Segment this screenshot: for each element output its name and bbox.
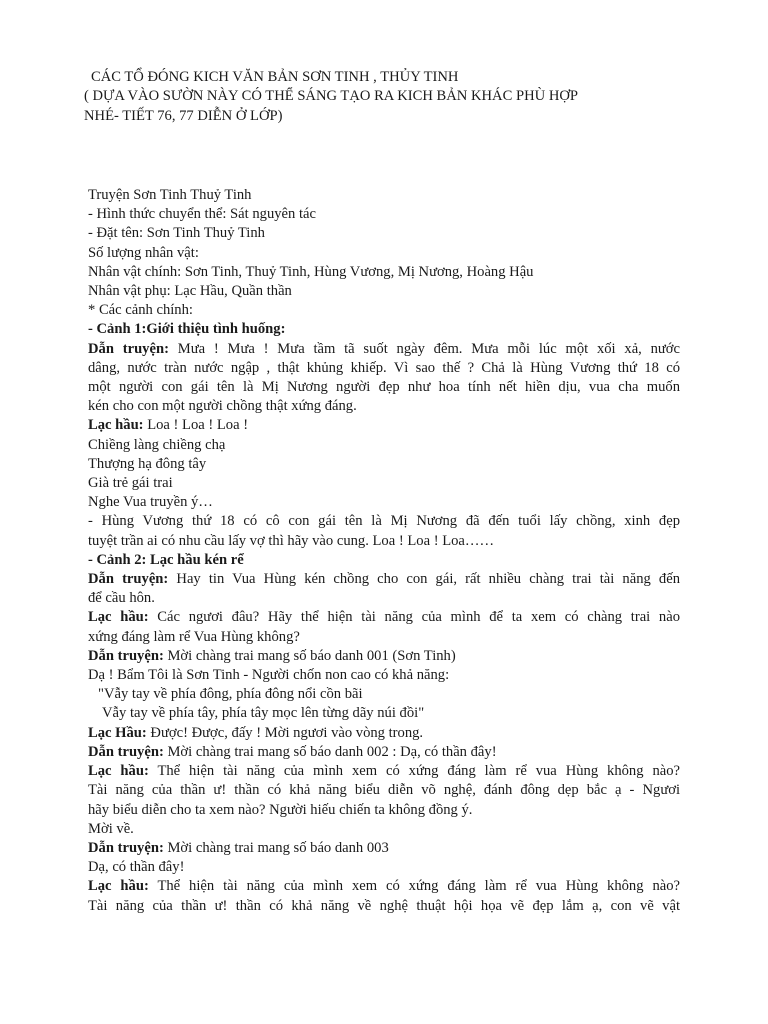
header-note: ( DỰA VÀO SƯỜN NÀY CÓ THỂ SÁNG TẠO RA KICH BẢN KHÁC PHÙ HỢP [84,88,579,105]
text-line: "Vẫy tay về phía đông, phía đông nổi cồn bãi [98,686,363,703]
scene1-heading: - Cảnh 1:Giới thiệu tình huống: [88,321,286,338]
narrator-label: Dẫn truyện: [88,340,169,357]
text-line: Tài năng của thần ư! thần có khả năng biểu diễn võ nghệ, đánh đông dẹp bắc ạ - Ngươi [88,782,680,799]
text-line: hãy biểu diễn cho ta xem nào? Người hiếu chiến ta không đồng ý. [88,801,473,818]
text-line: Chiềng làng chiềng chạ [88,436,226,453]
narrator-label: Dẫn truyện: [88,647,164,664]
scenes-line: * Các cảnh chính: [88,302,193,319]
document-body [88,186,680,916]
text-line: Nghe Vua truyền ý… [88,494,213,511]
text-line: để cầu hôn. [88,590,155,607]
scene2-heading: - Cảnh 2: Lạc hầu kén rể [88,551,244,568]
scene1-lachau: Lạc hầu: Loa ! Loa ! Loa ! [88,417,249,434]
document-header [84,68,724,126]
text-line: Dạ ! Bẩm Tôi là Sơn Tinh - Người chốn non cao có khả năng: [88,667,450,684]
lachau-label: Lạc hầu: [88,878,149,895]
scene2-narration: Dẫn truyện: Mời chàng trai mang số báo danh 002 : Dạ, có thần đây! [88,743,497,760]
story-title: Truyện Sơn Tinh Thuỷ Tinh [88,187,252,203]
scene1-narration: Dẫn truyện: Mưa ! Mưa ! Mưa tầm tã suốt ngày đêm. Mưa mỗi lúc một xối xả, nước [88,340,680,357]
narrator-label: Dẫn truyện: [88,839,164,856]
text-line: Tài năng của thần ư! thần có khả năng về nghệ thuật hội họa vẽ đẹp lắm ạ, con vẽ vật [88,897,680,914]
header-note-cont: NHÉ- TIẾT 76, 77 DIỄN Ở LỚP) [84,107,283,124]
narrator-label: Dẫn truyện: [88,743,164,760]
side-characters: Nhân vật phụ: Lạc Hầu, Quần thần [88,283,292,300]
naming-line: - Đặt tên: Sơn Tinh Thuỷ Tinh [88,225,265,242]
scene2-lachau: Lạc Hầu: Được! Được, đấy ! Mời ngươi vào vòng trong. [88,724,424,741]
text-line: kén cho con một người chồng thật xứng đáng. [88,398,357,415]
char-count-line: Số lượng nhân vật: [88,244,199,261]
text-line: tuyệt trần ai có nhu cầu lấy vợ thì hãy vào cung. Loa ! Loa ! Loa…… [88,532,495,549]
scene2-lachau: Lạc hầu: Thể hiện tài năng của mình xem có xứng đáng làm rể vua Hùng không nào? [88,878,680,895]
text-line: một người con gái tên là Mị Nương người đẹp như hoa tính nết hiền dịu, vua cha muốn [88,379,680,396]
text-line: Vẫy tay về phía tây, phía tây mọc lên từng dãy núi đồi" [102,705,425,722]
lachau-label: Lạc hầu: [88,763,149,780]
scene2-narration: Dẫn truyện: Hay tin Vua Hùng kén chồng cho con gái, rất nhiều chàng trai tài năng đến [88,571,680,588]
header-title: CÁC TỔ ĐÓNG KICH VĂN BẢN SƠN TINH , THỦY TINH [91,69,459,85]
scene2-lachau: Lạc hầu: Thể hiện tài năng của mình xem có xứng đáng làm rể vua Hùng không nào? [88,763,680,780]
form-line: - Hình thức chuyển thể: Sát nguyên tác [88,206,316,223]
scene2-narration: Dẫn truyện: Mời chàng trai mang số báo danh 001 (Sơn Tinh) [88,647,456,664]
lachau-label: Lạc hầu: [88,417,144,434]
text-line: dâng, nước tràn nước ngập , thật khủng khiếp. Vì sao thế ? Chả là Hùng Vương thứ 18 có [88,359,680,376]
main-characters: Nhân vật chính: Sơn Tinh, Thuỷ Tinh, Hùng Vương, Mị Nương, Hoàng Hậu [88,263,534,280]
scene2-lachau: Lạc hầu: Các ngươi đâu? Hãy thể hiện tài năng của mình để ta xem có chàng trai nào [88,609,681,626]
text-line: Dạ, có thần đây! [88,859,185,876]
lachau-label: Lạc Hầu: [88,724,147,741]
lachau-label: Lạc hầu: [88,609,149,626]
scene2-narration: Dẫn truyện: Mời chàng trai mang số báo danh 003 [88,839,389,856]
narrator-label: Dẫn truyện: [88,571,169,588]
text-line: Thượng hạ đông tây [88,455,207,472]
text-line: - Hùng Vương thứ 18 có cô con gái tên là Mị Nương đã đến tuổi lấy chồng, xinh đẹp [88,513,680,530]
text-line: Mời về. [88,820,134,837]
text-line: xứng đáng làm rể Vua Hùng không? [88,628,300,645]
text-line: Già trẻ gái trai [88,475,173,492]
